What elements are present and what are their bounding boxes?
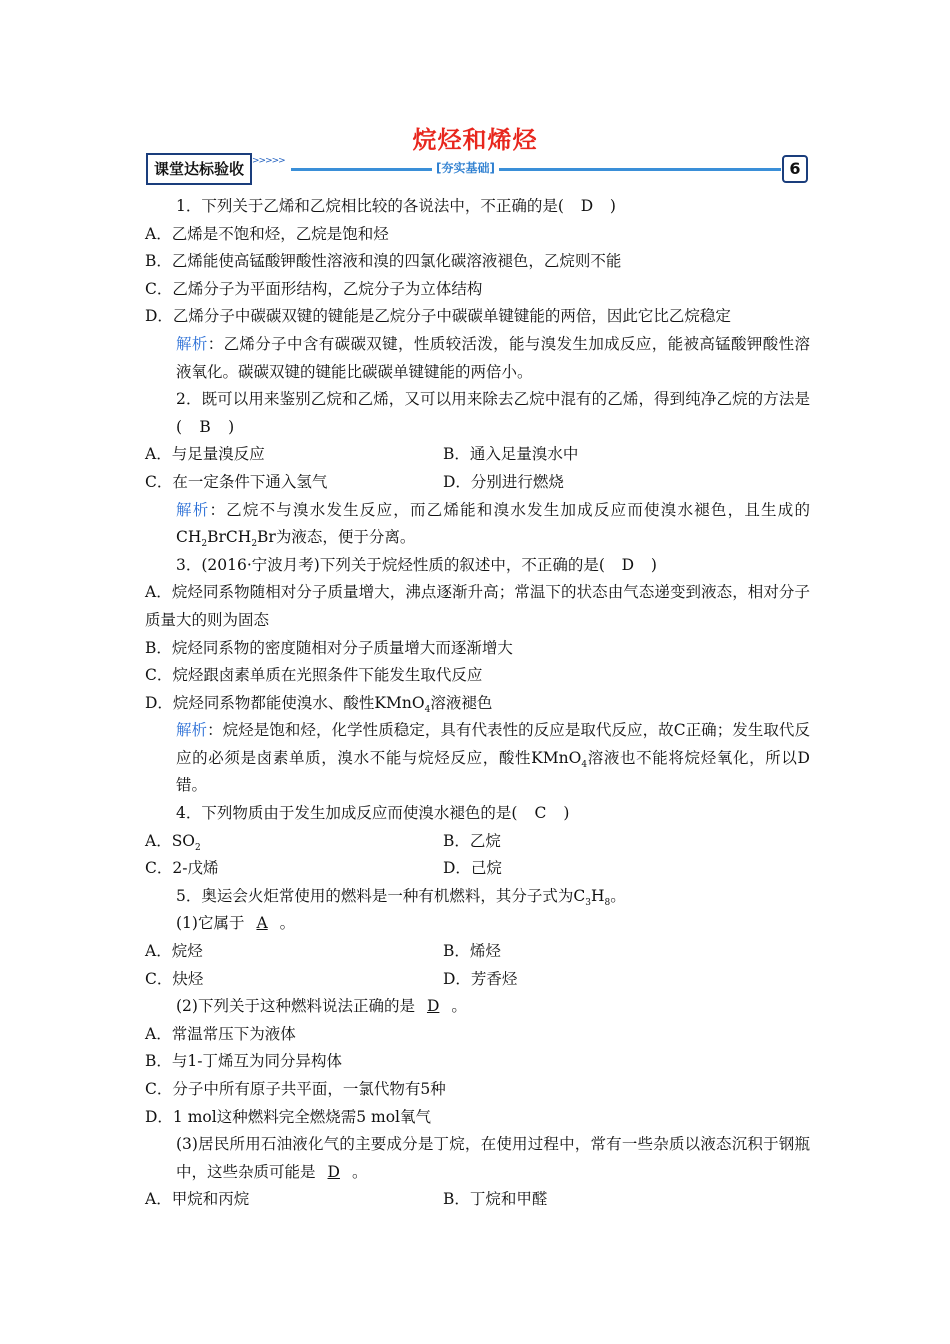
- question-2-option-b: B．通入足量溴水中: [443, 445, 579, 464]
- question-5-part-1-option-b: B．烯烃: [443, 942, 501, 961]
- question-5-part-1-options-row-2: [145, 966, 810, 994]
- analysis-label: 解析: [176, 334, 208, 353]
- question-4-option-c: C．2-戊烯: [145, 859, 219, 878]
- question-1-option-d: D．乙烯分子中碳碳双键的键能是乙烷分子中碳碳单键键能的两倍，因此它比乙烷稳定: [145, 307, 731, 326]
- question-5-part-2: (2)下列关于这种燃料说法正确的是 D 。: [176, 997, 467, 1016]
- section-badge: 课堂达标验收: [146, 153, 252, 185]
- question-5-part-1-option-d: D．芳香烃: [443, 969, 518, 988]
- question-2-option-a: A．与足量溴反应: [145, 445, 265, 464]
- question-5-part-2-answer: D: [426, 997, 440, 1016]
- question-5-part-1: (1)它属于 A 。: [176, 914, 296, 933]
- question-1-analysis: 解析：乙烯分子中含有碳碳双键，性质较活泼，能与溴发生加成反应，能被高锰酸钾酸性溶液氧化。碳碳双键的键能比碳碳单键键能的两倍小。: [176, 334, 810, 381]
- question-5-part-1-answer: A: [256, 914, 268, 933]
- question-5-part-3-option-a: A．甲烷和丙烷: [145, 1190, 250, 1209]
- question-5-part-2-option-d: D．1 mol这种燃料完全燃烧需5 mol氧气: [145, 1107, 431, 1126]
- section-divider: [291, 168, 781, 171]
- section-number: 6: [782, 155, 808, 183]
- question-2-options-row-2: [145, 469, 810, 497]
- question-5-part-3-options-row-1: [145, 1186, 810, 1214]
- question-5-part-3-option-b: B．丁烷和甲醛: [443, 1190, 548, 1209]
- question-5-part-1-option-a: A．烷烃: [145, 942, 203, 961]
- question-2-option-c: C．在一定条件下通入氢气: [145, 472, 328, 491]
- page-title: 烷烃和烯烃: [412, 126, 538, 154]
- question-4-option-b: B．乙烷: [443, 831, 501, 850]
- question-2-options-row-1: [145, 441, 810, 469]
- question-4-options-row-1: [145, 828, 810, 856]
- question-5-part-3-answer: D: [327, 1162, 340, 1181]
- question-4-options-row-2: [145, 855, 810, 883]
- analysis-label: 解析: [176, 721, 208, 740]
- question-1-option-c: C．乙烯分子为平面形结构，乙烷分子为立体结构: [145, 279, 483, 298]
- question-2-option-d: D．分别进行燃烧: [443, 472, 564, 491]
- question-list: [145, 193, 810, 1214]
- question-3-option-c: C．烷烃跟卤素单质在光照条件下能发生取代反应: [145, 666, 483, 685]
- question-3-analysis: 解析：烷烃是饱和烃，化学性质稳定，具有代表性的反应是取代反应，故C正确；发生取代反应的必须是卤素单质，溴水不能与烷烃反应，酸性KMnO$_4$溶液也不能将烷烃氧化，所以D错。: [176, 721, 810, 795]
- section-label: [夯实基础]: [432, 159, 499, 176]
- arrows-icon: >>>>>: [252, 156, 285, 166]
- question-1-answer: D: [580, 197, 594, 215]
- question-4-answer: C: [534, 804, 547, 823]
- section-header: [146, 153, 808, 183]
- question-2-analysis: 解析：乙烷不与溴水发生反应，而乙烯能和溴水发生加成反应而使溴水褪色，且生成的$CH_2BrCH_2Br$为液态，便于分离。: [176, 500, 810, 550]
- question-5-stem: 5．奥运会火炬常使用的燃料是一种有机燃料，其分子式为$C_3H_8$。: [176, 886, 626, 908]
- question-3-option-d: D．烷烃同系物都能使溴水、酸性KMnO$_4$溶液褪色: [145, 693, 493, 715]
- question-4-option-d: D．己烷: [443, 859, 502, 878]
- question-1-option-a: A．乙烯是不饱和烃，乙烷是饱和烃: [145, 224, 389, 243]
- question-3-stem: 3．(2016·宁波月考)下列关于烷烃性质的叙述中，不正确的是( D ): [145, 552, 810, 580]
- question-5-part-2-option-a: A．常温常压下为液体: [145, 1024, 296, 1043]
- question-5-part-2-option-c: C．分子中所有原子共平面，一氯代物有5种: [145, 1080, 446, 1098]
- question-5-part-1-option-c: C．炔烃: [145, 969, 204, 988]
- question-3-option-a: A．烷烃同系物随相对分子质量增大，沸点逐渐升高；常温下的状态由气态递变到液态，相对分子质量大的则为固态: [145, 583, 810, 629]
- question-5-part-3: (3)居民所用石油液化气的主要成分是丁烷，在使用过程中，常有一些杂质以液态沉积于钢瓶中，这些杂质可能是 D 。: [176, 1135, 810, 1181]
- question-2-stem: 2．既可以用来鉴别乙烷和乙烯，又可以用来除去乙烷中混有的乙烯，得到纯净乙烷的方法是( B ): [145, 386, 810, 441]
- question-2-answer: B: [199, 417, 211, 436]
- question-3-answer: D: [621, 555, 635, 574]
- question-4-stem: 4．下列物质由于发生加成反应而使溴水褪色的是( C ): [145, 800, 810, 828]
- question-3-option-b: B．烷烃同系物的密度随相对分子质量增大而逐渐增大: [145, 638, 513, 657]
- question-1-option-b: B．乙烯能使高锰酸钾酸性溶液和溴的四氯化碳溶液褪色，乙烷则不能: [145, 252, 622, 271]
- question-4-option-a: A．$SO_2$: [145, 831, 201, 853]
- question-5-part-1-options-row-1: [145, 938, 810, 966]
- analysis-label: 解析: [176, 500, 210, 519]
- question-5-part-2-option-b: B．与1-丁烯互为同分异构体: [145, 1052, 342, 1071]
- question-1-stem: 1．下列关于乙烯和乙烷相比较的各说法中，不正确的是( D ): [145, 193, 810, 221]
